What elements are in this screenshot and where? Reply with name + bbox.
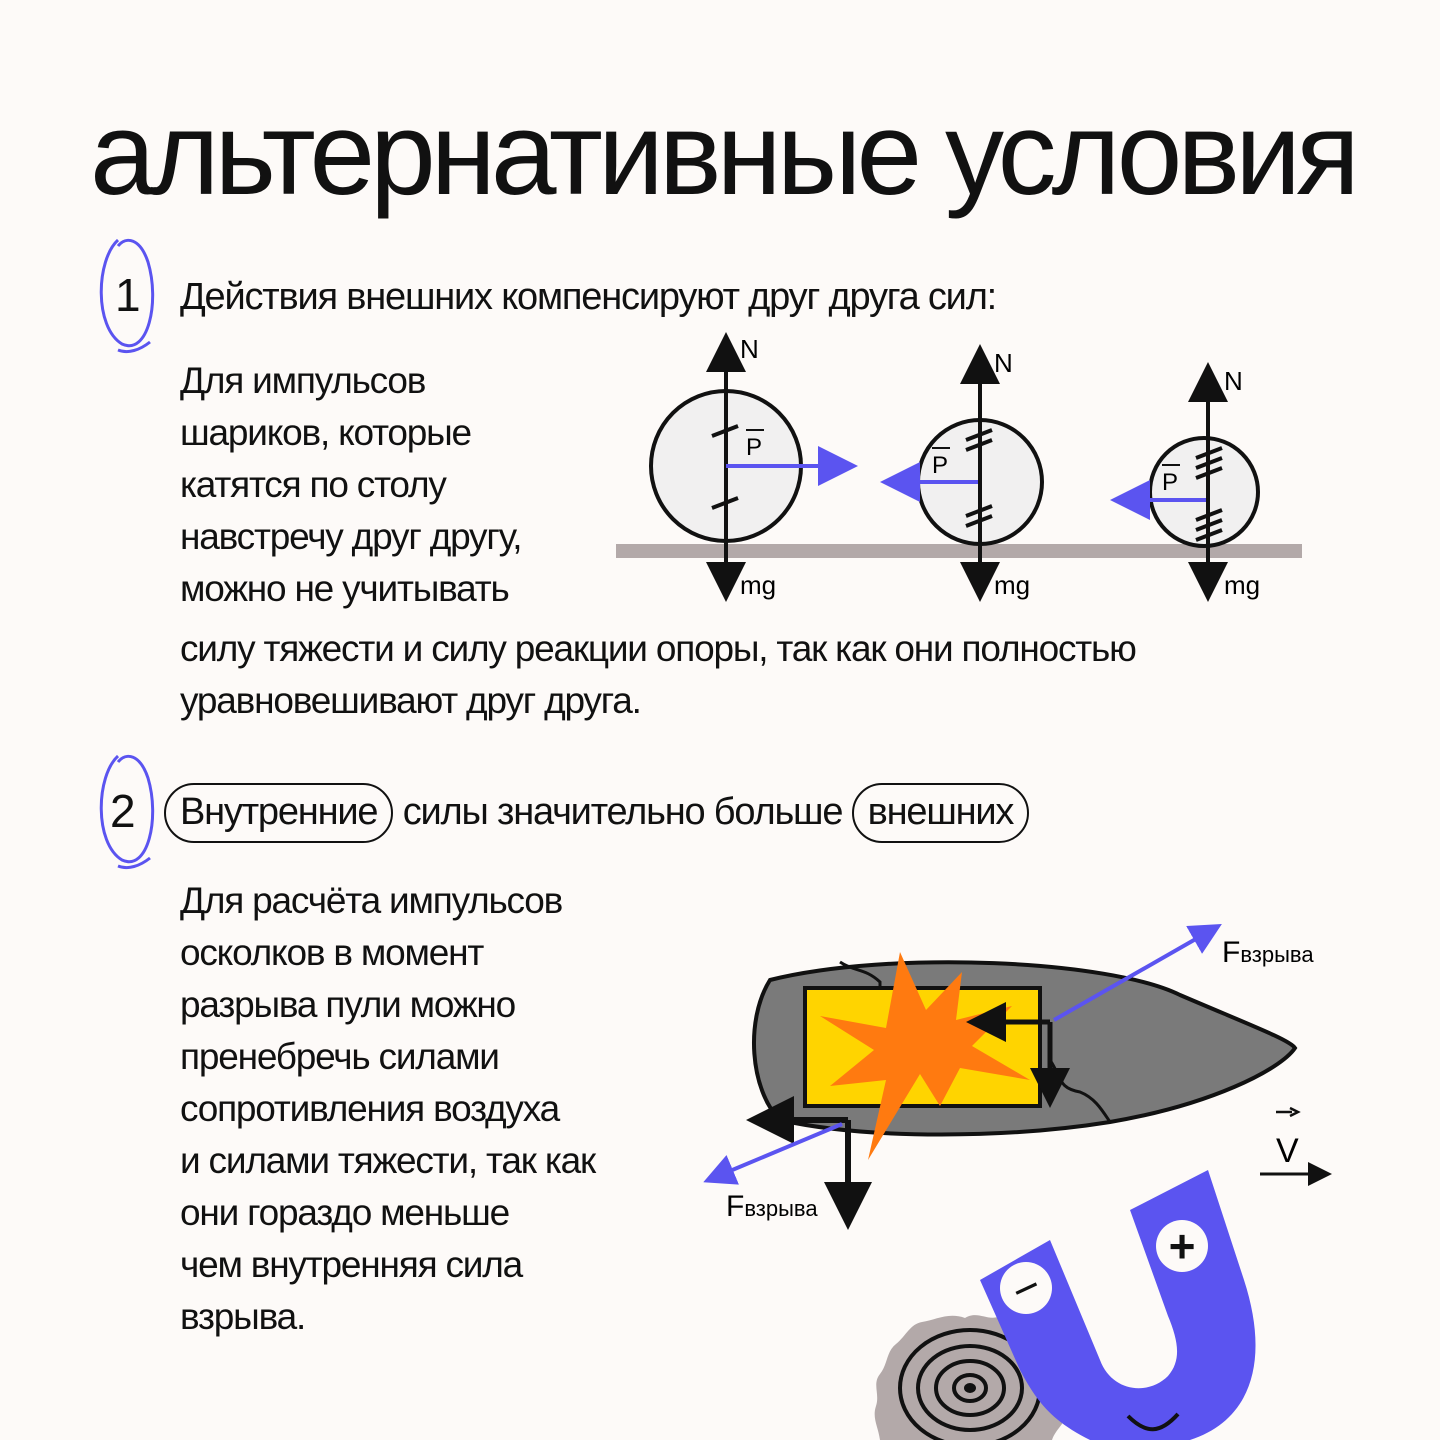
plus-icon: + <box>1168 1220 1196 1272</box>
section-2-heading-text: силы значительно больше <box>402 791 843 833</box>
momentum-label: P <box>1162 469 1179 496</box>
velocity-label: V <box>1276 1132 1299 1170</box>
momentum-label: P <box>746 434 763 461</box>
momentum-label: P <box>932 452 949 479</box>
section-2-body <box>180 875 595 1343</box>
section-2-heading <box>164 783 1029 843</box>
section-1-body-line: катятся по столу <box>180 464 446 505</box>
explosion-force-label: Fвзрыва <box>726 1190 818 1223</box>
normal-force-label: N <box>740 334 759 364</box>
gravity-label: mg <box>1224 570 1261 600</box>
explosion-force-label: Fвзрыва <box>1222 936 1314 969</box>
ball-2 <box>900 348 1042 600</box>
gravity-label: mg <box>740 570 777 600</box>
section-2-body-line: Для расчёта импульсов <box>180 880 563 921</box>
section-1-body-line: силу тяжести и силу реакции опоры, так как они полностью <box>180 628 1136 669</box>
ball-3 <box>1130 366 1260 600</box>
normal-force-label: N <box>994 348 1013 378</box>
section-2-body-line: сопротивления воздуха <box>180 1088 559 1129</box>
gravity-label: mg <box>994 570 1031 600</box>
section-1-body <box>180 355 521 615</box>
section-2-body-line: разрыва пули можно <box>180 984 515 1025</box>
section-2-body-line: и силами тяжести, так как <box>180 1140 595 1181</box>
ball-1 <box>651 334 838 600</box>
minus-icon: − <box>1002 1258 1050 1318</box>
section-2-body-line: осколков в момент <box>180 932 484 973</box>
page-title: альтернативные условия <box>90 88 1355 220</box>
normal-force-label: N <box>1224 366 1243 396</box>
section-2-body-line: они гораздо меньше <box>180 1192 509 1233</box>
balls-diagram <box>600 330 1320 610</box>
section-2-body-line: взрыва. <box>180 1296 306 1337</box>
section-1-body-line: навстречу друг другу, <box>180 516 522 557</box>
external-forces-pill: внешних <box>852 783 1030 843</box>
section-1-body-line: шариков, которые <box>180 412 471 453</box>
internal-forces-pill: Внутренние <box>164 783 393 843</box>
section-2-body-line: чем внутренняя сила <box>180 1244 523 1285</box>
section-1-body-line: уравновешивают друг друга. <box>180 680 641 721</box>
section-1-body-line: Для импульсов <box>180 360 426 401</box>
section-1-heading: Действия внешних компенсируют друг друга сил: <box>180 276 997 318</box>
section-2-body-line: пренебречь силами <box>180 1036 499 1077</box>
section-1-number: 1 <box>115 269 141 321</box>
section-2-number: 2 <box>110 785 136 837</box>
section-1-body-line: можно не учитывать <box>180 568 509 609</box>
section-1-body-wide <box>180 623 1136 727</box>
magnet-illustration <box>860 1170 1300 1440</box>
